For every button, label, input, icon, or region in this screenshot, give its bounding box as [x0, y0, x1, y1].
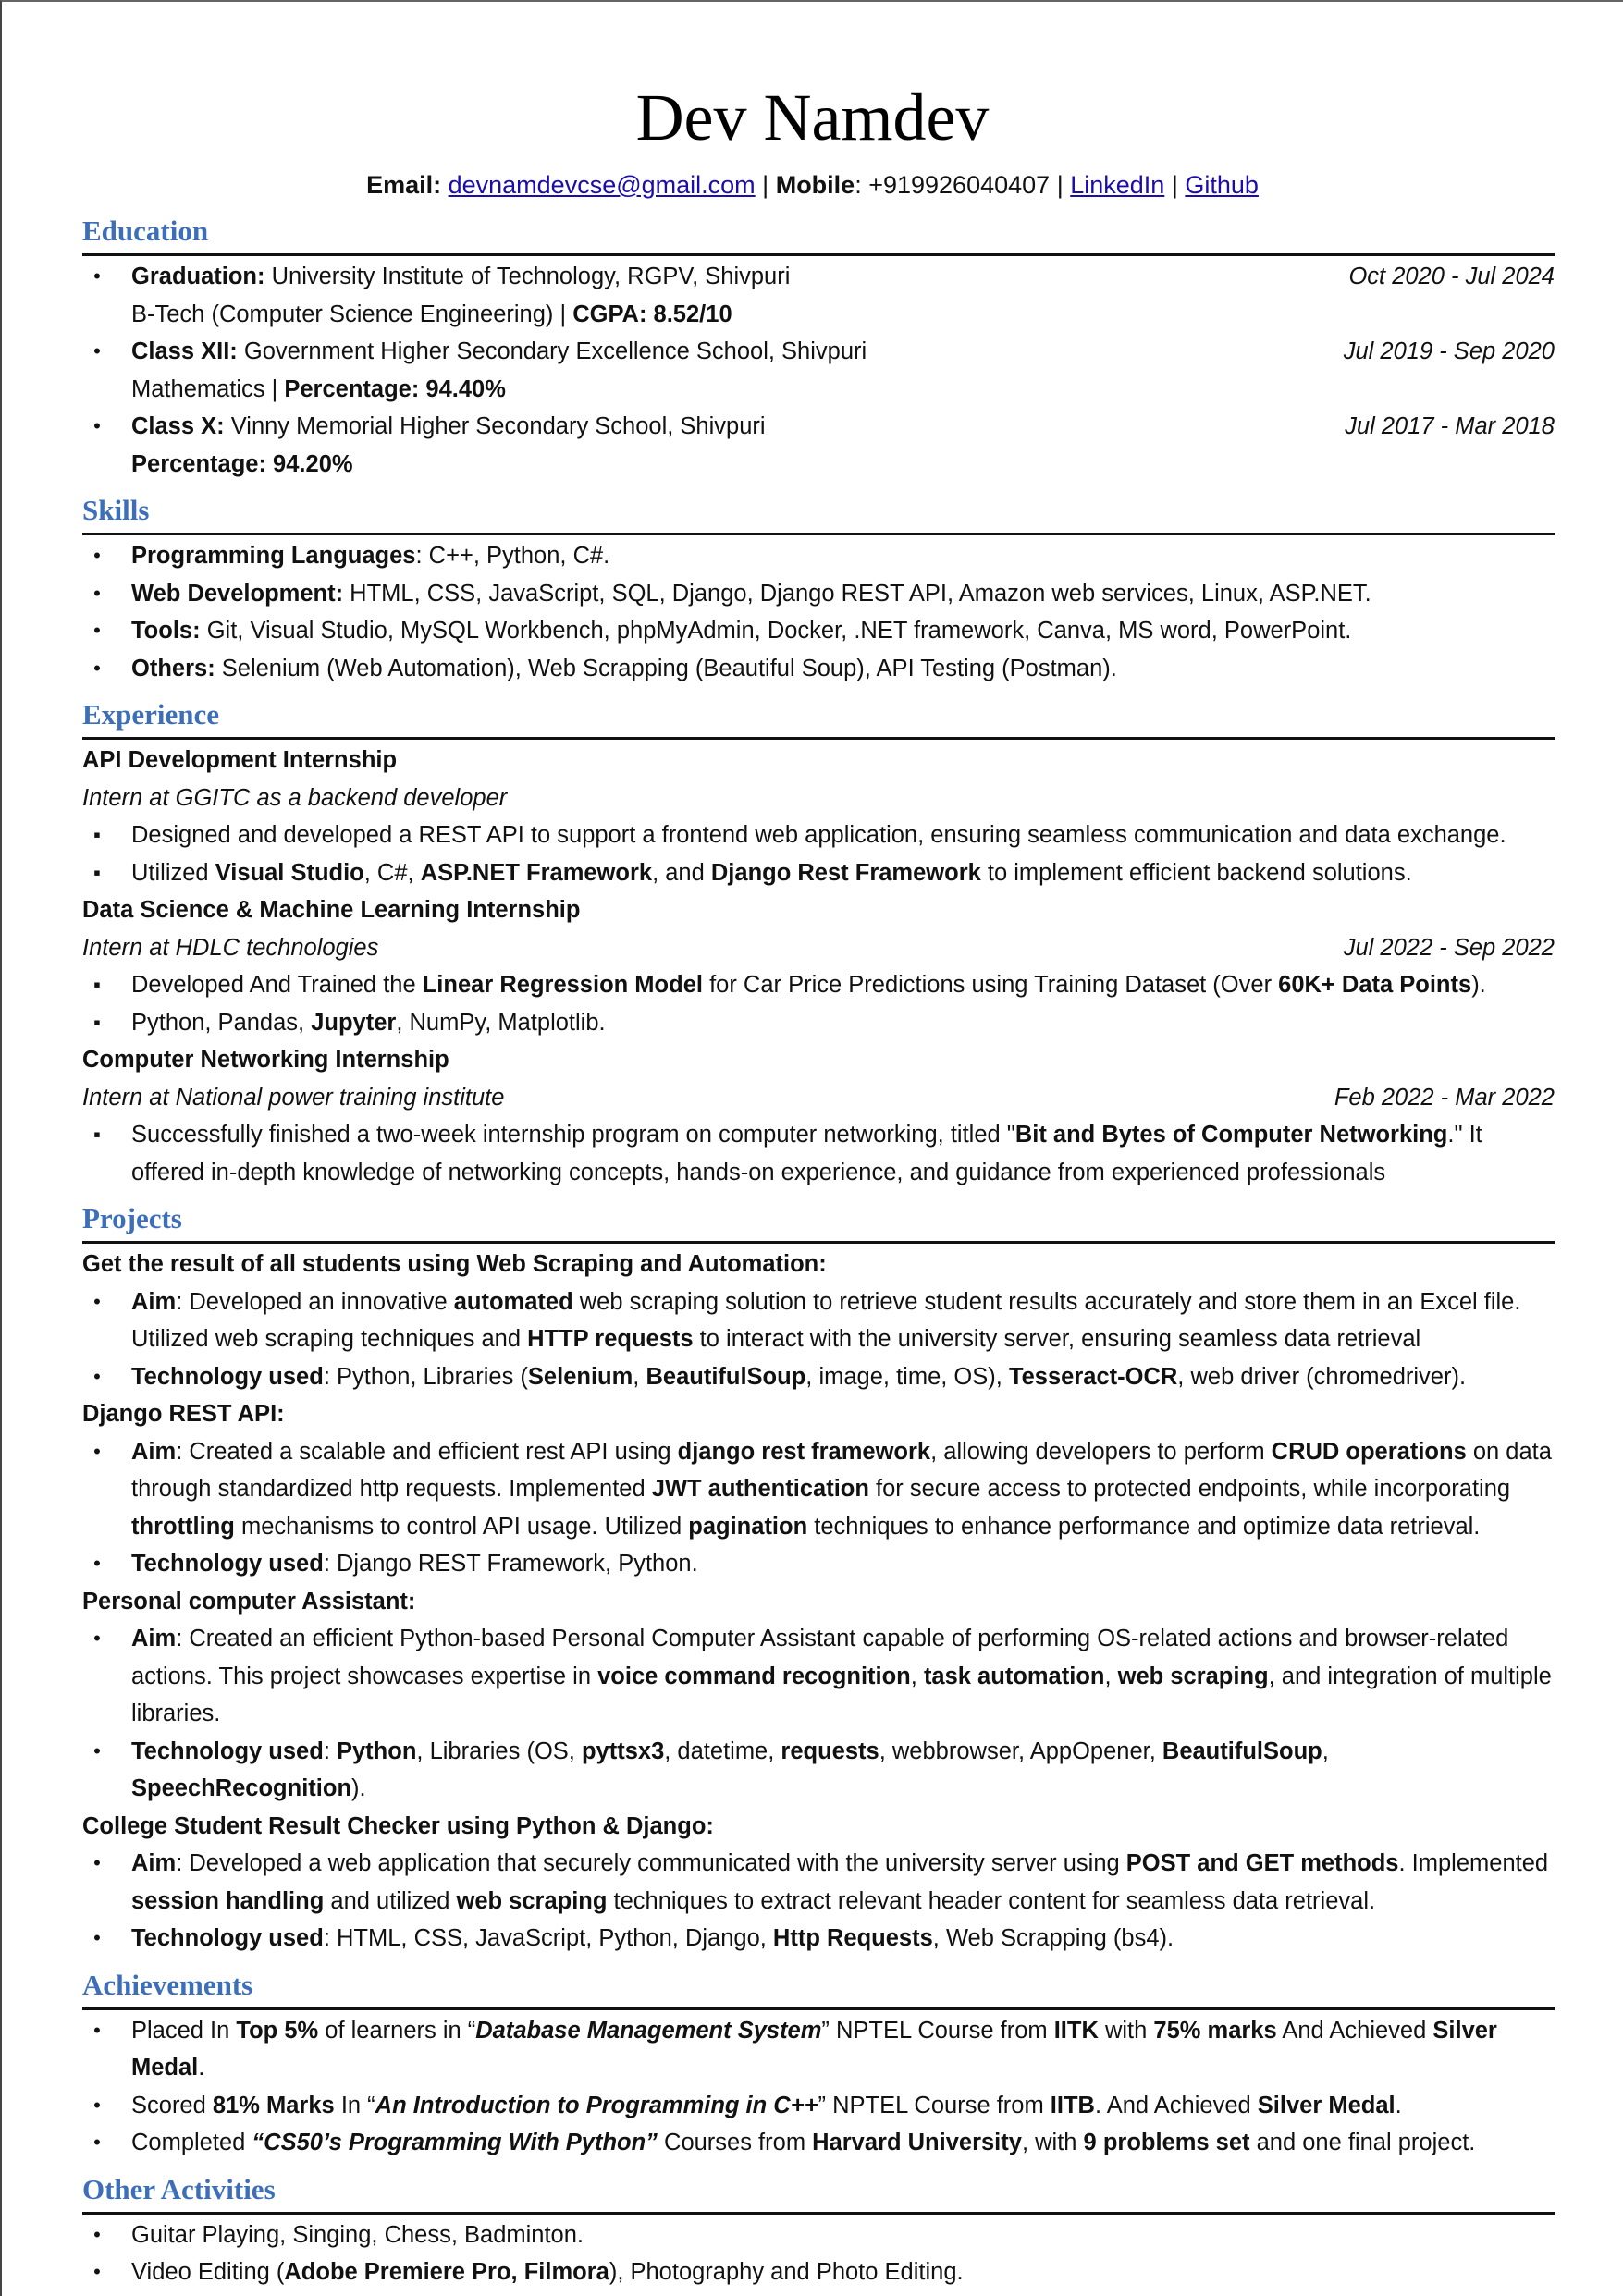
bullet-icon: • [93, 1552, 101, 1575]
job-bullets [82, 966, 1555, 1041]
text-run: Aim [131, 1850, 177, 1876]
text-run: voice command recognition [597, 1663, 911, 1689]
skill-label: Tools: [131, 618, 201, 644]
text-run: Guitar Playing, Singing, Chess, Badminton. [131, 2221, 584, 2248]
text-run: Silver Medal [131, 2017, 1497, 2081]
text-run: Harvard University [812, 2130, 1022, 2155]
text-run: ). [1471, 972, 1486, 998]
education-label: Class X: [131, 413, 225, 439]
text-run: , Libraries (OS, [416, 1737, 582, 1764]
text-run: Courses from [657, 2130, 813, 2155]
job-bullets [82, 1116, 1555, 1191]
text-run: POST and GET methods [1125, 1850, 1399, 1876]
email-link[interactable]: devnamdevcse@gmail.com [448, 171, 756, 199]
job-date: Jul 2022 - Sep 2022 [1343, 934, 1555, 961]
education-score: CGPA: 8.52/10 [572, 301, 732, 327]
bullet-icon: ▪ [93, 1010, 101, 1034]
text-run: Http Requests [772, 1925, 933, 1951]
list-item [82, 1433, 1555, 1546]
education-item [82, 408, 1555, 483]
text-run: and utilized [324, 1887, 457, 1914]
list-item [82, 2216, 1555, 2254]
mobile-number: : +919926040407 [855, 171, 1051, 199]
list-item [82, 1545, 1555, 1583]
text-run: 9 problems set [1083, 2130, 1250, 2155]
text-run: task automation [923, 1663, 1105, 1689]
text-run: ." It offered in-depth knowledge of networking concepts, hands-on experience, and guidance from experienced professionals [131, 1122, 1482, 1185]
text-run: Technology used [131, 1363, 324, 1390]
text-run: Database Management System [475, 2017, 822, 2044]
education-institution: Vinny Memorial Higher Secondary School, Shivpuri [230, 413, 766, 439]
text-run: mechanisms to control API usage. Utilized [234, 1513, 689, 1540]
text-run: Top 5% [236, 2017, 319, 2044]
achievements-list [82, 2012, 1555, 2162]
text-run: ). [351, 1775, 366, 1801]
bullet-icon: • [93, 264, 101, 288]
project-title: Personal computer Assistant: [82, 1588, 416, 1615]
bullet-icon: • [93, 656, 101, 680]
text-run: “CS50’s Programming With Python” [252, 2130, 658, 2155]
text-run: Aim [131, 1288, 177, 1315]
education-detail: B-Tech (Computer Science Engineering) | [131, 301, 573, 327]
text-run: Scored [131, 2092, 213, 2118]
text-run: Silver Medal [1257, 2092, 1396, 2118]
text-run: pagination [688, 1513, 808, 1540]
list-item [82, 2012, 1555, 2087]
bullet-icon: ▪ [93, 860, 101, 884]
text-run: with [1098, 2017, 1154, 2044]
text-run: , with [1021, 2130, 1084, 2155]
bullet-icon: • [93, 619, 101, 642]
text-run: ” NPTEL Course from [818, 2092, 1051, 2118]
text-run: An Introduction to Programming in C++ [375, 2092, 818, 2118]
separator: | [1171, 171, 1178, 199]
bullet-icon: • [93, 1364, 101, 1388]
job-title: Computer Networking Internship [82, 1047, 449, 1073]
project-title: Get the result of all students using Web Scraping and Automation: [82, 1251, 827, 1277]
text-run: : Developed an innovative [176, 1288, 454, 1315]
text-run: In “ [334, 2092, 375, 2118]
skill-label: Programming Languages [131, 543, 416, 569]
bullet-icon: • [93, 1738, 101, 1762]
education-label: Class XII: [131, 338, 238, 364]
bullet-icon: • [93, 1439, 101, 1463]
section-title-projects: Projects [82, 1198, 1555, 1244]
project-bullets [82, 1433, 1555, 1583]
bullet-icon: • [93, 2093, 101, 2117]
education-detail: Mathematics | [131, 375, 285, 402]
education-score: Percentage: 94.20% [131, 450, 353, 477]
text-run: Developed And Trained the [131, 972, 423, 998]
separator: | [1056, 171, 1064, 199]
text-run: , and [652, 859, 711, 886]
section-title-skills: Skills [82, 490, 1555, 535]
bullet-icon: • [93, 1851, 101, 1874]
job-title: Data Science & Machine Learning Internship [82, 897, 581, 923]
skills-list [82, 537, 1555, 687]
text-run: web scraping [1117, 1663, 1269, 1689]
list-item [82, 2253, 1555, 2291]
section-title-experience: Experience [82, 694, 1555, 740]
contact-line [2, 166, 1623, 203]
education-date: Oct 2020 - Jul 2024 [1348, 264, 1555, 289]
skill-label: Web Development: [131, 580, 344, 607]
text-run: . Implemented [1398, 1850, 1549, 1876]
text-run: HTTP requests [527, 1326, 694, 1352]
education-score: Percentage: 94.40% [284, 375, 506, 402]
skill-text: Git, Visual Studio, MySQL Workbench, phpMyAdmin, Docker, .NET framework, Canva, MS word, PowerPoint. [200, 618, 1352, 644]
text-run: Technology used [131, 1925, 324, 1951]
education-label: Graduation: [131, 264, 265, 289]
job-date: Feb 2022 - Mar 2022 [1334, 1084, 1555, 1111]
bullet-icon: • [93, 2222, 101, 2246]
github-link[interactable]: Github [1185, 171, 1259, 199]
text-run: for Car Price Predictions using Training Dataset (Over [702, 972, 1279, 998]
text-run: , Web Scrapping (bs4). [932, 1925, 1174, 1951]
bullet-icon: ▪ [93, 973, 101, 996]
text-run: . [198, 2055, 205, 2081]
text-run: Django Rest Framework [710, 859, 981, 886]
separator: | [762, 171, 769, 199]
bullet-icon: • [93, 2260, 101, 2283]
text-run: techniques to extract relevant header content for seamless data retrieval. [607, 1887, 1376, 1914]
list-item [82, 816, 1555, 854]
text-run: : Django REST Framework, Python. [323, 1551, 698, 1577]
project-bullets [82, 1283, 1555, 1396]
text-run: CRUD operations [1271, 1438, 1467, 1465]
text-run: And Achieved [1276, 2017, 1433, 2044]
bullet-icon: • [93, 1926, 101, 1949]
text-run: JWT authentication [651, 1476, 869, 1502]
project-title: College Student Result Checker using Python & Django: [82, 1812, 714, 1839]
skill-item [82, 537, 1555, 575]
text-run: Completed [131, 2130, 252, 2155]
section-title-other-activities: Other Activities [82, 2169, 1555, 2215]
email-label: Email: [366, 171, 442, 199]
experience-job [82, 891, 1555, 1041]
text-run: . And Achieved [1094, 2092, 1258, 2118]
text-run: Successfully finished a two-week internship program on computer networking, titled " [131, 1122, 1015, 1148]
list-item [82, 1358, 1555, 1396]
text-run: Python, Pandas, [131, 1009, 312, 1036]
text-run: 75% marks [1153, 2017, 1277, 2044]
text-run: : Developed a web application that securely communicated with the university server using [176, 1850, 1126, 1876]
text-run: : HTML, CSS, JavaScript, Python, Django, [323, 1925, 773, 1951]
text-run: Selenium [527, 1363, 633, 1390]
text-run: throttling [131, 1513, 235, 1540]
bullet-icon: • [93, 581, 101, 605]
text-run: . [1395, 2092, 1402, 2118]
text-run: ” NPTEL Course from [821, 2017, 1054, 2044]
bullet-icon: • [93, 1289, 101, 1313]
bullet-icon: ▪ [93, 1123, 101, 1146]
text-run: Placed In [131, 2017, 237, 2044]
skill-item [82, 612, 1555, 650]
text-run: Aim [131, 1626, 177, 1651]
text-run: SpeechRecognition [131, 1775, 352, 1801]
text-run: , [1322, 1737, 1329, 1764]
project [82, 1808, 1555, 1958]
project-title: Django REST API: [82, 1401, 285, 1427]
project [82, 1246, 1555, 1395]
text-run: : Created an efficient Python-based Personal Computer Assistant capable of performing OS-related actions and browser-related actions. This project showcases expertise in [131, 1626, 1509, 1689]
skill-text: HTML, CSS, JavaScript, SQL, Django, Django REST API, Amazon web services, Linux, ASP.NET. [343, 580, 1371, 607]
text-run: requests [781, 1737, 879, 1764]
list-item [82, 854, 1555, 892]
text-run: Tesseract-OCR [1008, 1363, 1178, 1390]
text-run: ), Photography and Photo Editing. [609, 2259, 964, 2285]
list-item [82, 1283, 1555, 1358]
education-institution: University Institute of Technology, RGPV, Shivpuri [271, 264, 791, 289]
experience-job [82, 742, 1555, 891]
bullet-icon: • [93, 1627, 101, 1650]
list-item [82, 2124, 1555, 2162]
job-role: Intern at National power training institute [82, 1084, 505, 1111]
text-run: , webbrowser, AppOpener, [879, 1737, 1162, 1764]
text-run: pyttsx3 [581, 1737, 665, 1764]
project-bullets [82, 1620, 1555, 1808]
experience-job [82, 1041, 1555, 1191]
text-run: techniques to enhance performance and optimize data retrieval. [807, 1513, 1481, 1540]
text-run: web scraping [456, 1887, 608, 1914]
text-run: on data through standardized http requests. Implemented [131, 1438, 1552, 1502]
text-run: to implement efficient backend solutions. [980, 859, 1412, 886]
text-run: 81% Marks [212, 2092, 335, 2118]
text-run: , and integration of multiple libraries. [131, 1663, 1552, 1726]
bullet-icon: • [93, 544, 101, 567]
bullet-icon: • [93, 2130, 101, 2154]
education-item [82, 258, 1555, 333]
text-run: for secure access to protected endpoints, while incorporating [868, 1476, 1511, 1502]
text-run: : Created a scalable and efficient rest API using [176, 1438, 678, 1465]
text-run: , web driver (chromedriver). [1177, 1363, 1467, 1390]
bullet-icon: • [93, 2018, 101, 2042]
skill-item [82, 650, 1555, 688]
linkedin-link[interactable]: LinkedIn [1070, 171, 1165, 199]
activities-list [82, 2216, 1555, 2291]
text-run: automated [453, 1288, 573, 1315]
education-date: Jul 2019 - Sep 2020 [1343, 338, 1555, 364]
list-item [82, 2087, 1555, 2125]
text-run: Visual Studio [215, 859, 364, 886]
text-run: to interact with the university server, ensuring seamless data retrieval [693, 1326, 1421, 1352]
text-run: web scraping solution to retrieve student results accurately and store them in an Excel file. Utilized web scraping techniques and [131, 1288, 1521, 1352]
skill-item [82, 575, 1555, 613]
text-run: Linear Regression Model [422, 972, 703, 998]
text-run: , datetime, [664, 1737, 781, 1764]
text-run: , image, time, OS), [805, 1363, 1009, 1390]
text-run: , [633, 1363, 646, 1390]
project [82, 1395, 1555, 1583]
job-title: API Development Internship [82, 747, 398, 773]
education-institution: Government Higher Secondary Excellence School, Shivpuri [243, 338, 867, 364]
education-date: Jul 2017 - Mar 2018 [1345, 413, 1555, 439]
text-run: , [910, 1663, 924, 1689]
text-run: Utilized [131, 859, 215, 886]
list-item [82, 1845, 1555, 1920]
project [82, 1583, 1555, 1808]
job-role: Intern at HDLC technologies [82, 934, 379, 961]
list-item [82, 1004, 1555, 1042]
text-run: , NumPy, Matplotlib. [396, 1009, 606, 1036]
text-run: , C#, [363, 859, 421, 886]
project-bullets [82, 1845, 1555, 1958]
skill-text: : C++, Python, C#. [415, 543, 610, 569]
list-item [82, 1920, 1555, 1958]
text-run: session handling [131, 1887, 325, 1914]
text-run: Technology used [131, 1551, 324, 1577]
text-run: Designed and developed a REST API to support a frontend web application, ensuring seamless communication and data exchange. [131, 822, 1506, 848]
text-run: ASP.NET Framework [420, 859, 653, 886]
text-run: Technology used [131, 1737, 324, 1764]
job-role: Intern at GGITC as a backend developer [82, 784, 508, 811]
text-run: Bit and Bytes of Computer Networking [1014, 1122, 1448, 1148]
text-run: Aim [131, 1438, 177, 1465]
text-run: Adobe Premiere Pro, Filmora [284, 2259, 609, 2285]
skill-text: Selenium (Web Automation), Web Scrapping (Beautiful Soup), API Testing (Postman). [215, 655, 1117, 681]
education-item [82, 333, 1555, 408]
text-run: django rest framework [677, 1438, 931, 1465]
text-run: Jupyter [311, 1009, 397, 1036]
skill-label: Others: [131, 655, 215, 681]
education-list [82, 258, 1555, 483]
job-bullets [82, 816, 1555, 891]
text-run: : [323, 1737, 337, 1764]
bullet-icon: • [93, 339, 101, 362]
section-title-education: Education [82, 211, 1555, 256]
text-run: 60K+ Data Points [1278, 972, 1472, 998]
list-item [82, 1733, 1555, 1808]
text-run: , [1104, 1663, 1118, 1689]
mobile-label: Mobile [775, 171, 855, 199]
bullet-icon: • [93, 414, 101, 437]
text-run: , allowing developers to perform [930, 1438, 1272, 1465]
text-run: of learners in “ [318, 2017, 476, 2044]
text-run: IITK [1053, 2017, 1099, 2044]
text-run: Python [336, 1737, 417, 1764]
list-item [82, 1620, 1555, 1733]
text-run: Video Editing ( [131, 2259, 285, 2285]
list-item [82, 966, 1555, 1004]
text-run: BeautifulSoup [646, 1363, 806, 1390]
resume-content [82, 211, 1555, 2291]
text-run: : Python, Libraries ( [323, 1363, 528, 1390]
section-title-achievements: Achievements [82, 1965, 1555, 2010]
bullet-icon: ▪ [93, 823, 101, 846]
text-run: BeautifulSoup [1162, 1737, 1322, 1764]
candidate-name: Dev Namdev [635, 80, 990, 154]
text-run: IITB [1050, 2092, 1095, 2118]
list-item [82, 1116, 1555, 1191]
text-run: and one final project. [1249, 2130, 1476, 2155]
